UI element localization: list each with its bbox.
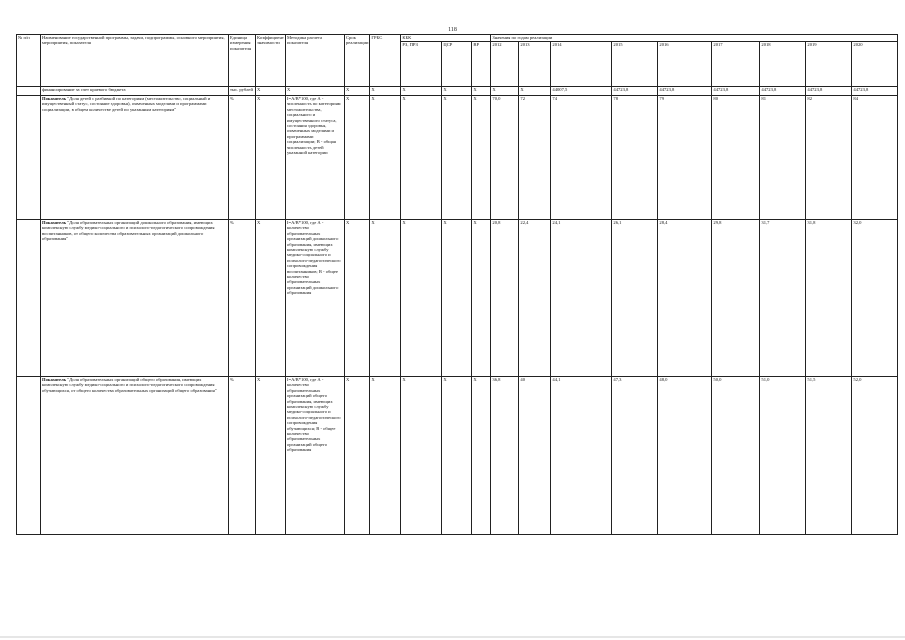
indicator-value: 40 [519, 377, 551, 535]
indicator-value: 28,4 [658, 220, 712, 377]
indicator-name [41, 96, 229, 220]
header-year: 2016 [658, 42, 712, 87]
indicator-value: 79 [658, 96, 712, 220]
header-kbk: КБК [401, 35, 491, 42]
financing-value: 44723,8 [852, 87, 898, 96]
indicator-row [17, 96, 898, 220]
header-year: 2019 [806, 42, 852, 87]
indicator-text: "Доля детей с разбивкой по категориям (местожительство, социальный и имущественный статус, состояние здоровья), охваченных моделями и программами социализации, в общем количестве детей по указанным категориям" [42, 96, 211, 112]
indicator-method: I=A/B*100, где А - количество образовательных организаций дошкольного образования, имеющих комплексную службу медико-социального и психолого-педагогического сопровождения воспитанников; В - общее количество образовательных организаций дошкольного образования [285, 220, 344, 377]
indicator-value: 52,0 [852, 377, 898, 535]
indicator-unit: % [229, 377, 256, 535]
indicator-value: 78 [612, 96, 658, 220]
header-name: Наименование государственной программы, задачи, подпрограммы, основного мероприятия, мероприятия, показателя [41, 35, 229, 87]
indicator-value: 51,0 [760, 377, 806, 535]
indicator-term: X [344, 220, 369, 377]
header-num: № п/п [17, 35, 41, 87]
header-year: 2018 [760, 42, 806, 87]
indicator-rz: X [401, 377, 442, 535]
indicators-table [16, 34, 898, 535]
header-row-1 [17, 35, 898, 42]
num-cell [17, 87, 41, 96]
header-year: 2013 [519, 42, 551, 87]
indicator-name [41, 220, 229, 377]
indicator-text: "Доля образовательных организаций общего образования, имеющих комплексную службу медико-социального и психолого-педагогического сопровождения обучающихся, от общего количества образовательных организаций общего образования" [42, 377, 217, 393]
header-rz: РЗ, ПРЗ [401, 42, 442, 87]
indicator-unit: % [229, 220, 256, 377]
financing-name: финансирование за счет краевого бюджета [41, 87, 229, 96]
indicator-rz: X [401, 96, 442, 220]
header-csr: ЦСР [442, 42, 472, 87]
indicator-value: 31,7 [760, 220, 806, 377]
financing-value: X [519, 87, 551, 96]
financing-rz: X [401, 87, 442, 96]
indicator-value: 80 [712, 96, 760, 220]
financing-value: 44723,8 [658, 87, 712, 96]
financing-csr: X [442, 87, 472, 96]
financing-grbs: X [370, 87, 401, 96]
indicator-value: 26,1 [612, 220, 658, 377]
indicator-method: I=A/B*100, где А - численность по категориям местожительства, социального и имущественного статуса, состояния здоровья, охваченных моделями и программами социализации; В - общая численность детей указанной категории [285, 96, 344, 220]
indicator-value: 84 [852, 96, 898, 220]
indicator-value: 22,4 [519, 220, 551, 377]
indicator-value: 47,3 [612, 377, 658, 535]
header-method: Методика расчета показателя [285, 35, 344, 87]
indicator-value: 44,1 [551, 377, 612, 535]
indicator-csr: X [442, 377, 472, 535]
indicator-rz: X [401, 220, 442, 377]
indicator-value: 72 [519, 96, 551, 220]
indicator-label: Показатель [42, 220, 67, 225]
header-year: 2014 [551, 42, 612, 87]
header-values-title: Значения по годам реализации [491, 35, 898, 42]
header-year: 2012 [491, 42, 519, 87]
indicator-value: 29,8 [712, 220, 760, 377]
financing-value: X [491, 87, 519, 96]
indicator-row [17, 377, 898, 535]
indicator-coef: X [256, 377, 286, 535]
indicator-vr: X [472, 96, 491, 220]
indicator-text: "Доля образовательных организаций дошкольного образования, имеющих комплексную службу медико-социального и психолого-педагогического сопровождения воспитанников, от общего количества образовательных организаций дошкольного образования" [42, 220, 215, 242]
financing-method: X [285, 87, 344, 96]
page-number: 118 [448, 27, 457, 33]
num-cell [17, 377, 41, 535]
header-year: 2015 [612, 42, 658, 87]
indicator-term: X [344, 377, 369, 535]
indicator-coef: X [256, 96, 286, 220]
indicator-vr: X [472, 220, 491, 377]
header-grbs: ГРБС [370, 35, 401, 87]
indicator-value: 70,0 [491, 96, 519, 220]
financing-term: X [344, 87, 369, 96]
indicator-vr: X [472, 377, 491, 535]
indicator-label: Показатель [42, 377, 67, 382]
num-cell [17, 96, 41, 220]
financing-value: 44723,8 [806, 87, 852, 96]
indicator-grbs: X [370, 377, 401, 535]
indicator-value: 81 [760, 96, 806, 220]
header-unit: Единица измерения показателя [229, 35, 256, 87]
indicator-unit: % [229, 96, 256, 220]
financing-value: 44723,8 [612, 87, 658, 96]
indicator-name [41, 377, 229, 535]
financing-unit: тыс. рублей [229, 87, 256, 96]
indicator-value: 36,8 [491, 377, 519, 535]
indicator-grbs: X [370, 96, 401, 220]
header-term: Срок реализации [344, 35, 369, 87]
indicator-term: X [344, 96, 369, 220]
indicator-value: 82 [806, 96, 852, 220]
indicator-method: I=A/B*100, где А - количество образовательных организаций общего образования, имеющих комплексную службу медико-социального и психолого-педагогического сопровождения обучающихся; В - общее количество образовательных организаций общего образования [285, 377, 344, 535]
indicator-row [17, 220, 898, 377]
indicator-value: 31,8 [806, 220, 852, 377]
indicator-value: 20,8 [491, 220, 519, 377]
indicator-value: 24,1 [551, 220, 612, 377]
indicator-coef: X [256, 220, 286, 377]
indicator-grbs: X [370, 220, 401, 377]
indicator-csr: X [442, 220, 472, 377]
header-coef: Коэффициент значимости [256, 35, 286, 87]
indicator-value: 74 [551, 96, 612, 220]
financing-value: 44723,8 [760, 87, 806, 96]
indicator-value: 32,0 [852, 220, 898, 377]
indicator-label: Показатель [42, 96, 67, 101]
indicator-value: 48,0 [658, 377, 712, 535]
header-vr: ВР [472, 42, 491, 87]
financing-value: 44723,8 [712, 87, 760, 96]
indicator-value: 50,0 [712, 377, 760, 535]
page-edge-divider [0, 636, 905, 638]
financing-value: 44007,5 [551, 87, 612, 96]
num-cell [17, 220, 41, 377]
header-year: 2020 [852, 42, 898, 87]
financing-vr: X [472, 87, 491, 96]
indicator-csr: X [442, 96, 472, 220]
financing-row [17, 87, 898, 96]
indicator-value: 51,5 [806, 377, 852, 535]
header-year: 2017 [712, 42, 760, 87]
financing-coef: X [256, 87, 286, 96]
